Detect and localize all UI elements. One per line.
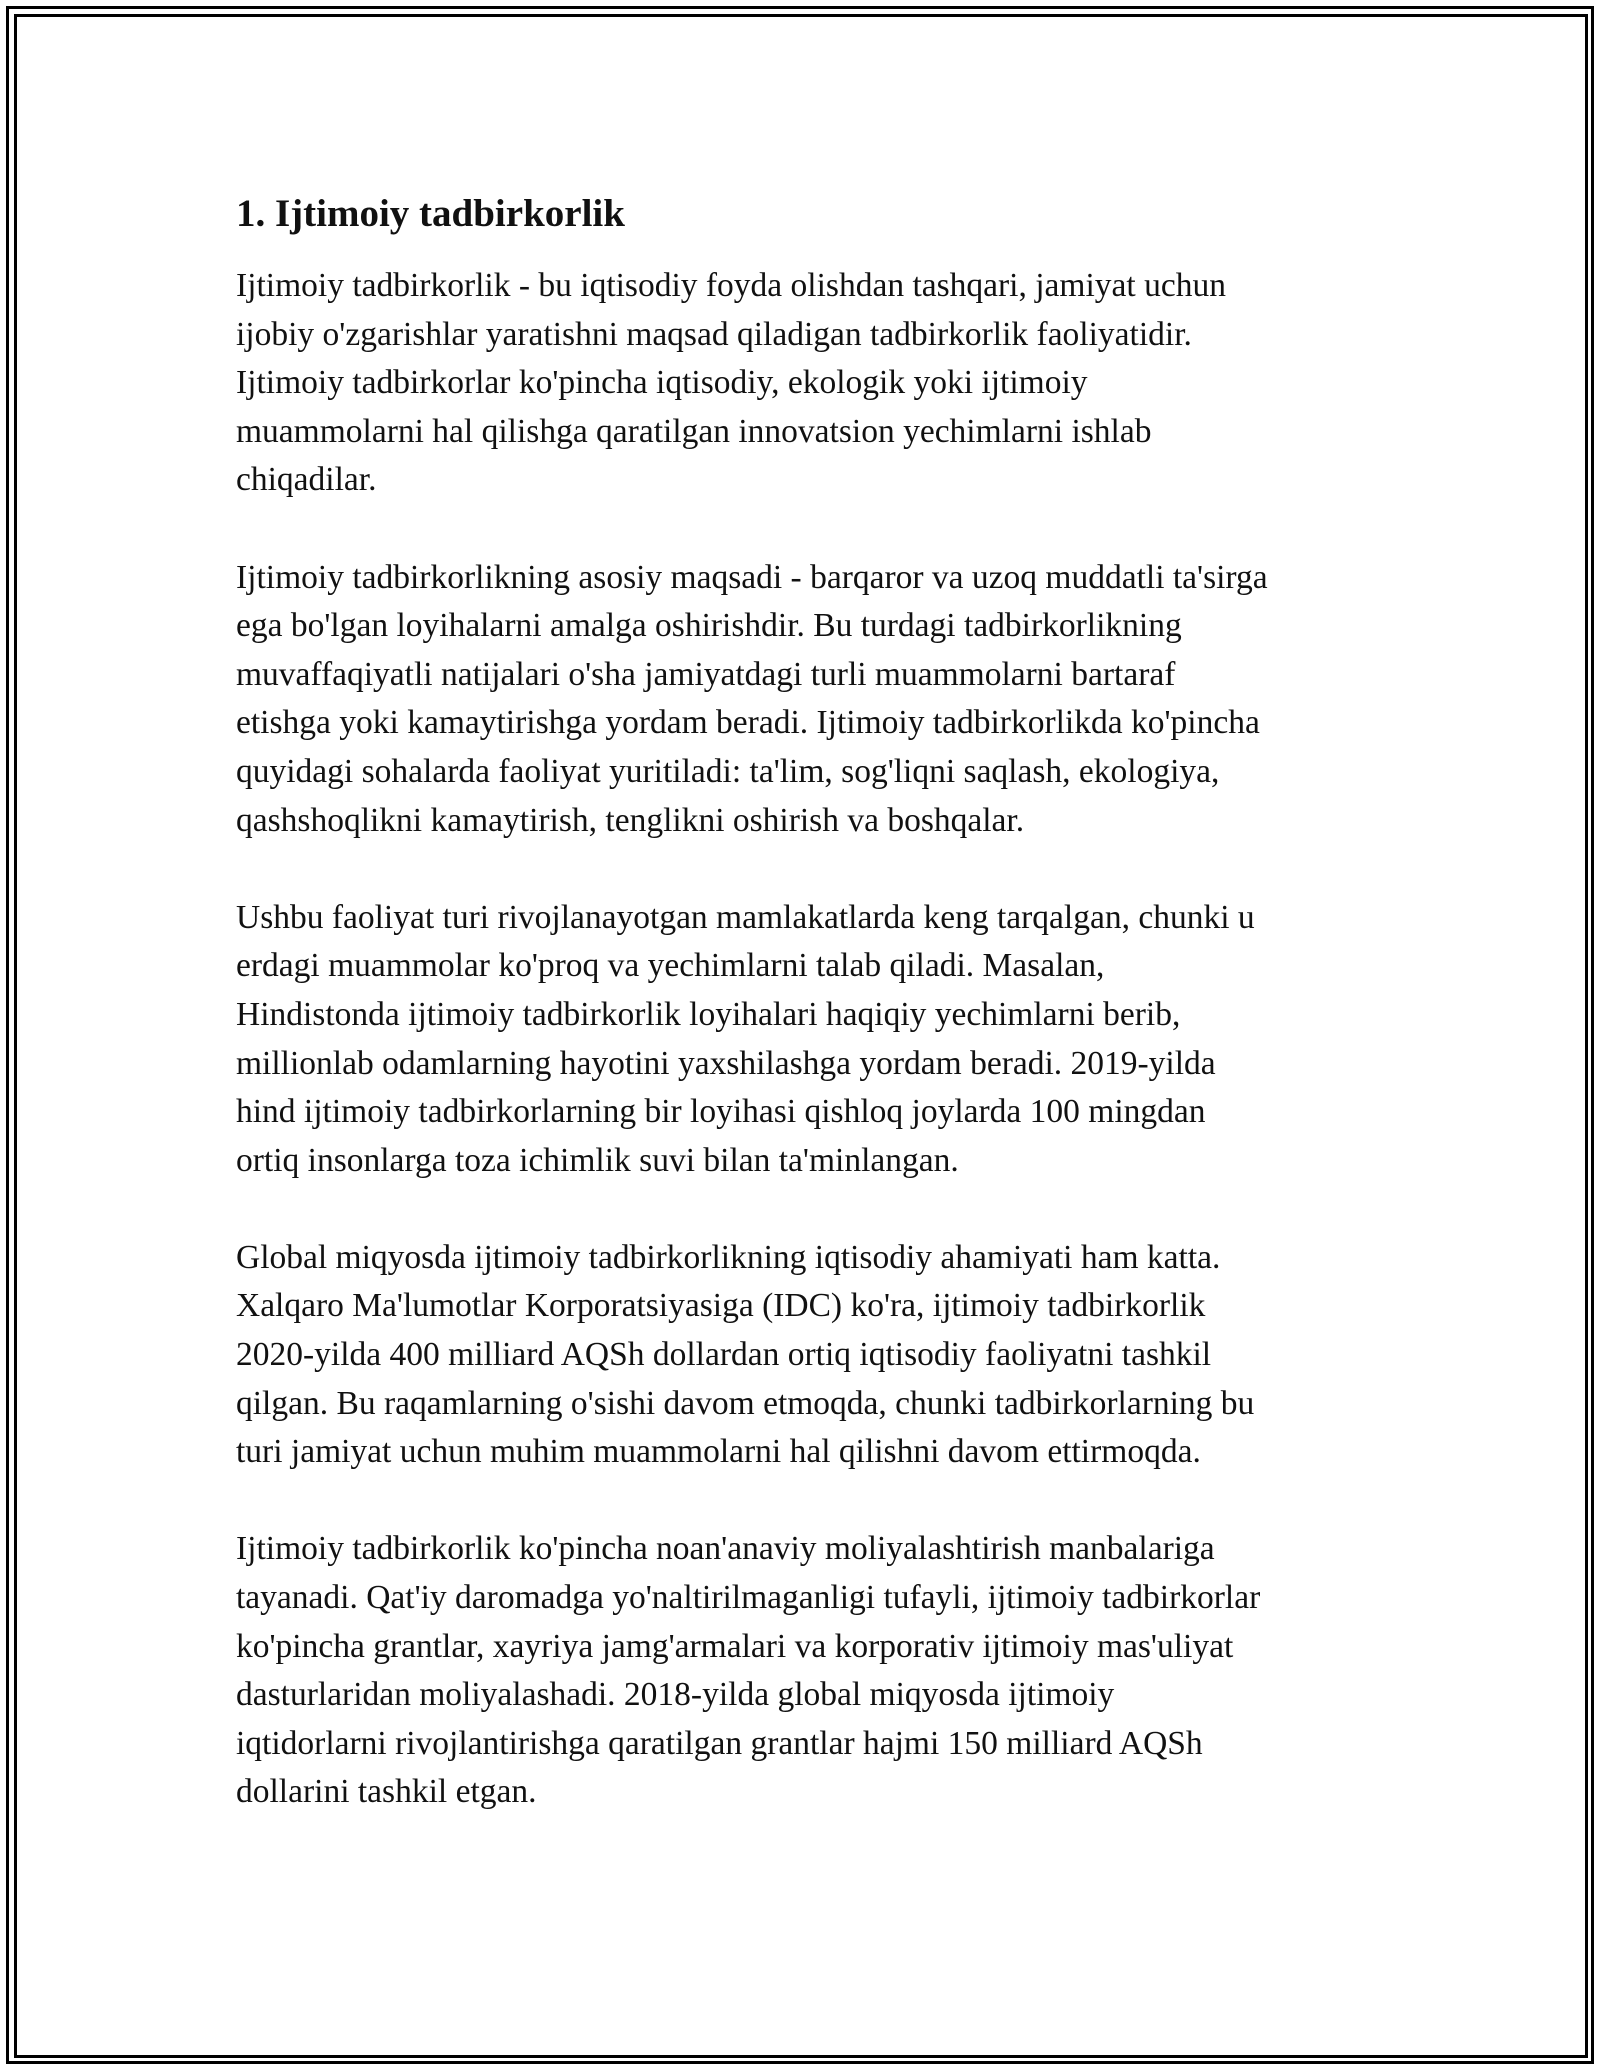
paragraph-2: Ijtimoiy tadbirkorlikning asosiy maqsadi - barqaror va uzoq muddatli ta'sirga ega bo'lgan loyihalarni amalga oshirishdir. Bu turdagi tadbirkorlikning muvaffaqiyatli natijalari o'sha jamiyatdagi turli muammolarni bartaraf etishga yoki kamaytirishga yordam beradi. Ijtimoiy tadbirkorlikda ko'pincha quyidagi sohalarda faoliyat yuritiladi: ta'lim, sog'liqni saqlash, ekologiya, qashshoqlikni kamaytirish, tenglikni oshirish va boshqalar. bbox=[236, 558, 1268, 839]
paragraph-1: Ijtimoiy tadbirkorlik - bu iqtisodiy foyda olishdan tashqari, jamiyat uchun ijobiy o'zgarishlar yaratishni maqsad qiladigan tadbirkorlik faoliyatidir. Ijtimoiy tadbirkorlar ko'pincha iqtisodiy, ekologik yoki ijtimoiy muammolarni hal qilishga qaratilgan innovatsion yechimlarni ishlab chiqadilar. bbox=[236, 267, 1226, 499]
paragraph-3: Ushbu faoliyat turi rivojlanayotgan mamlakatlarda keng tarqalgan, chunki u erdagi muammolar ko'proq va yechimlarni talab qiladi. Masalan, Hindistonda ijtimoiy tadbirkorlik loyihalari haqiqiy yechimlarni berib, millionlab odamlarning hayotini yaxshilashga yordam beradi. 2019-yilda hind ijtimoiy tadbirkorlarning bir loyihasi qishloq joylarda 100 mingdan ortiq insonlarga toza ichimlik suvi bilan ta'minlangan. bbox=[236, 898, 1255, 1179]
paragraph-5: Ijtimoiy tadbirkorlik ko'pincha noan'anaviy moliyalashtirish manbalariga tayanadi. Qat'iy daromadga yo'naltirilmaganligi tufayli, ijtimoiy tadbirkorlar ko'pincha grantlar, xayriya jamg'armalari va korporativ ijtimoiy mas'uliyat dasturlaridan moliyalashadi. 2018-yilda global miqyosda ijtimoiy iqtidorlarni rivojlantirishga qaratilgan grantlar hajmi 150 milliard AQSh dollarini tashkil etgan. bbox=[236, 1530, 1261, 1811]
paragraph-4: Global miqyosda ijtimoiy tadbirkorlikning iqtisodiy ahamiyati ham katta. Xalqaro Ma'lumotlar Korporatsiyasiga (IDC) ko'ra, ijtimoiy tadbirkorlik 2020-yilda 400 milliard AQSh dollardan ortiq iqtisodiy faoliyatni tashkil qilgan. Bu raqamlarning o'sishi davom etmoqda, chunki tadbirkorlarning bu turi jamiyat uchun muhim muammolarni hal qilishni davom ettirmoqda. bbox=[236, 1238, 1255, 1471]
section-heading: 1. Ijtimoiy tadbirkorlik bbox=[236, 192, 625, 235]
document-body bbox=[236, 186, 1376, 1866]
